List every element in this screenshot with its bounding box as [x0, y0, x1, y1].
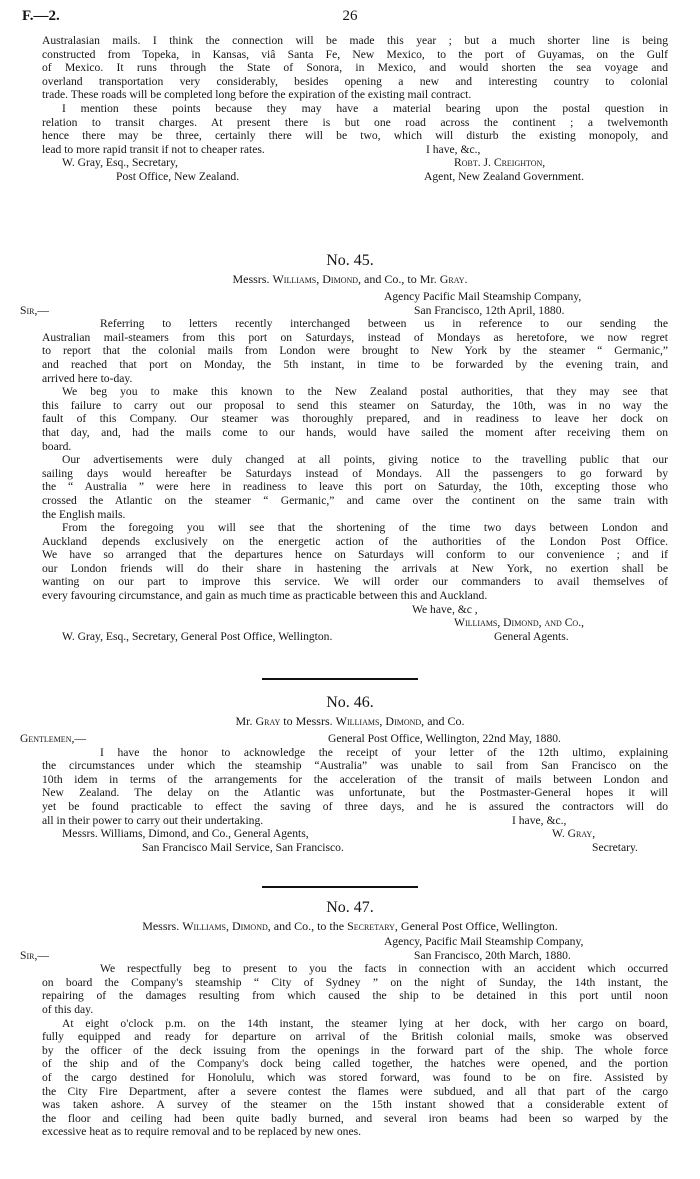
signer-title: General Agents.	[494, 629, 569, 643]
letter-47-number: No. 47.	[326, 899, 374, 916]
addressee: W. Gray, Esq., Secretary, General Post Office, Wellington.	[62, 629, 333, 643]
text-line: sailing days would hereafter be Saturdays instead of Mondays. All the passengers to go forward by	[42, 466, 668, 480]
signer-name: W. Gray,	[552, 827, 596, 841]
text-line: Australasian mails. I think the connection will be made this year ; but a much shorter line is being	[42, 34, 668, 47]
section-divider	[262, 886, 418, 888]
text-line: the floor and ceiling had been quite badly burned, and several iron beams had been so warped by the	[42, 1111, 668, 1125]
letter-45-number: No. 45.	[326, 252, 374, 269]
text-line: fully equipped and ready for departure on arrival of the British colonial mails, smoke was observed	[42, 1030, 668, 1044]
text-line: I have the honor to acknowledge the receipt of your letter of the 12th ultimo, explaining	[100, 745, 668, 759]
closing: We have, &c ,	[412, 602, 478, 616]
text-line: wanting on our part to improve this service. We will order our commanders to avail themselves of	[42, 575, 668, 589]
text-line: We have so arranged that the departures hence on Saturdays will conform to our convenience ; and if	[42, 548, 668, 562]
text-line: Australian mail-steamers from this port on Saturdays, instead of Mondays as heretofore, we now regret	[42, 330, 668, 344]
text-line: board.	[42, 439, 72, 453]
text-line: every favouring circumstance, and gain as much time as practicable between this and Auckland.	[42, 589, 488, 603]
addressee: San Francisco Mail Service, San Francisco.	[142, 840, 344, 854]
text-line: the English mails.	[42, 507, 126, 521]
closing: I have, &c.,	[426, 142, 481, 156]
text-line: lead to more rapid transit if not to cheaper rates.	[42, 142, 265, 156]
text-line: yet be found practicable to effect the saving of three days, and he is assured the contractors will do	[42, 799, 668, 813]
signer-title: Agent, New Zealand Government.	[424, 169, 585, 183]
text-line: our London friends will do their share in hastening the arrivals at New York, no exertion shall be	[42, 561, 668, 575]
signer-name: Robt. J. Creighton,	[454, 156, 546, 170]
text-line: We respectfully beg to present to you the facts in connection with an accident which occurred	[100, 962, 668, 976]
document-code: F.—2.	[22, 8, 60, 24]
text-line: Our advertisements were duly changed at all points, giving notice to the travelling public that our	[62, 453, 668, 467]
text-line: trade. These roads will be completed long before the expiration of the existing mail contract.	[42, 88, 472, 102]
text-line: the circumstances under which the steamship “Australia” was unable to sail from San Francisco on the	[42, 759, 668, 773]
text-line: constructed from Topeka, in Kansas, viâ Santa Fe, New Mexico, to the port of Guyamas, on the Gulf	[42, 47, 668, 61]
text-line: From the foregoing you will see that the shortening of the time two days between London and	[62, 521, 668, 535]
salutation: Sir,—	[20, 303, 49, 317]
text-line: and reached that port on Monday, the 5th instant, in time to be forwarded by the evening train, and	[42, 357, 668, 371]
letter-date: San Francisco, 20th March, 1880.	[414, 948, 571, 962]
addressee: W. Gray, Esq., Secretary,	[62, 156, 178, 170]
text-line: by the officer of the deck issuing from the openings in the forward part of the ship. The whole force	[42, 1043, 668, 1057]
text-line: New Zealand. The delay on the Atlantic was unfortunate, but the Postmaster-General hopes it will	[42, 786, 668, 800]
letter-45-subtitle: Messrs. Williams, Dimond, and Co., to Mr. Gray.	[232, 272, 468, 286]
salutation: Gentlemen,—	[20, 732, 86, 745]
text-line: hence there may be three, certainly there will be two, which will disturb the existing monopoly, and	[42, 129, 668, 143]
letter-47-subtitle: Messrs. Williams, Dimond, and Co., to the Secretary, General Post Office, Wellington.	[142, 919, 558, 933]
text-line: of the ship and of the Company's dock being called together, the hatches were opened, and the portion	[42, 1057, 668, 1071]
text-line: the “ Australia ” were here in readiness to leave this port on Saturday, the 10th, excepting those who	[42, 480, 668, 494]
text-line: We beg you to make this known to the New Zealand postal authorities, that they may see that	[62, 385, 668, 399]
text-line: of this day.	[42, 1002, 94, 1016]
text-line: crossed the Atlantic on the steamer “ Germanic,” and came over the continent on the same train with	[42, 493, 668, 507]
text-line: of the cargo destined for Honolulu, which was stored forward, was found to be on fire. Assisted by	[42, 1070, 668, 1084]
intro-section	[42, 34, 668, 184]
text-line: At eight o'clock p.m. on the 14th instant, the steamer lying at her dock, with her cargo on board,	[62, 1016, 668, 1030]
text-line: overland transportation very considerably, besides opening a new and interesting country to colonial	[42, 74, 668, 88]
text-line: was taken ashore. A survey of the steamer on the 15th instant showed that a considerable extent of	[42, 1098, 668, 1112]
text-line: to report that the colonial mails from London were brought to New York by the steamer “ Germanic,”	[42, 344, 668, 358]
sender-address: Agency Pacific Mail Steamship Company,	[384, 290, 582, 303]
closing: I have, &c.,	[512, 813, 567, 827]
text-line: I mention these points because they may have a material bearing upon the postal question in	[62, 101, 668, 115]
signer-name: Williams, Dimond, and Co.,	[454, 616, 584, 630]
text-line: fault of this Company. Our steamer was thoroughly prepared, and in readiness to leave her dock on	[42, 412, 668, 426]
text-line: repairing of the damages resulting from which caused the ship to be detained in this port until noon	[42, 989, 668, 1003]
page-number: 26	[342, 8, 358, 24]
letter-45-body	[20, 290, 668, 643]
text-line: arrived here to-day.	[42, 371, 133, 385]
signer-title: Secretary.	[592, 840, 638, 854]
sender-address: Agency, Pacific Mail Steamship Company,	[384, 935, 584, 948]
text-line: Auckland depends exclusively on the energetic action of the authorities of the London Post Office.	[42, 534, 668, 548]
addressee: Messrs. Williams, Dimond, and Co., General Agents,	[62, 827, 309, 841]
letter-date: San Francisco, 12th April, 1880.	[414, 303, 565, 317]
text-line: this failure to carry out our proposal to send this steamer on Saturday, the 10th, was in no way the	[42, 398, 668, 412]
text-line: of Mexico. It runs through the State of Sonora, in Mexico, and would shorten the sea voyage and	[42, 61, 668, 75]
text-line: the City Fire Department, after a severe contest the flames were subdued, and all that part of the cargo	[42, 1084, 668, 1098]
text-line: all in their power to carry out their undertaking.	[42, 813, 264, 827]
text-line: excessive heat as to require removal and to be replaced by new ones.	[42, 1125, 362, 1139]
text-line: 10th idem in terms of the arrangements for the acceleration of the transit of mails between London and	[42, 772, 668, 786]
sender-address: General Post Office, Wellington, 22nd May, 1880.	[328, 732, 561, 745]
salutation: Sir,—	[20, 948, 49, 962]
letter-46-body	[20, 732, 668, 854]
section-divider	[262, 678, 418, 680]
text-line: Referring to letters recently interchanged between us in reference to our sending the	[100, 317, 668, 331]
letter-46-subtitle: Mr. Gray to Messrs. Williams, Dimond, and Co.	[235, 714, 465, 728]
letter-47-body	[20, 935, 668, 1139]
text-line: on board the Company's steamship “ City of Sydney ” on the night of Sunday, the 14th instant, the	[42, 975, 668, 989]
addressee: Post Office, New Zealand.	[116, 169, 240, 183]
text-line: that day, and, had the mails come to our hands, would have sailed the moment after receiving them on	[42, 425, 668, 439]
letter-46-number: No. 46.	[326, 694, 374, 711]
text-line: relation to transit charges. At present there is but one road across the continent ; a twelvemonth	[42, 115, 668, 129]
